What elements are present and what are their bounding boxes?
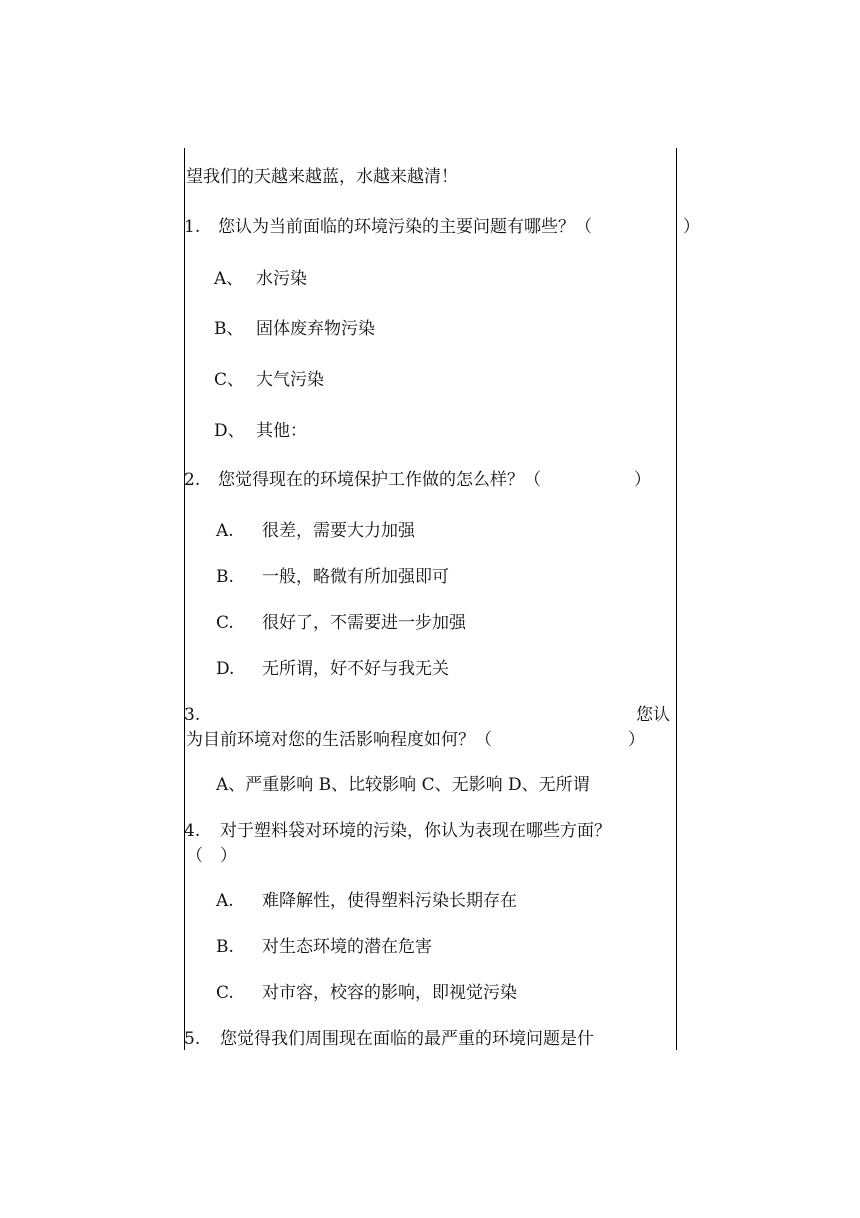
option-label: C.: [216, 983, 234, 1003]
option-text: 难降解性，使得塑料污染长期存在: [262, 891, 517, 911]
option-label: C、: [214, 370, 245, 390]
option-label: C.: [216, 613, 234, 633]
question-2-number: 2.: [184, 470, 201, 490]
option-text: 其他：: [256, 421, 307, 441]
option-text: 一般，略微有所加强即可: [262, 567, 449, 587]
option-label: D.: [216, 659, 235, 679]
option-label: B.: [216, 567, 234, 587]
question-2-text: 您觉得现在的环境保护工作做的怎么样？（: [218, 470, 541, 490]
option-text: 水污染: [256, 269, 307, 289]
intro-text: 望我们的天越来越蓝，水越来越清！: [186, 167, 458, 187]
option-label: B.: [216, 937, 234, 957]
option-label: D、: [214, 421, 245, 441]
table-border-left: [184, 148, 185, 1050]
question-1-number: 1.: [184, 217, 201, 237]
question-3-text-b: 为目前环境对您的生活影响程度如何？（: [186, 730, 492, 750]
question-3-options: A、严重影响 B、比较影响 C、无影响 D、无所谓: [216, 775, 590, 795]
option-label: A、: [214, 269, 244, 289]
option-text: 对生态环境的潜在危害: [262, 937, 432, 957]
option-text: 很差，需要大力加强: [262, 521, 415, 541]
question-3-number: 3.: [184, 705, 201, 725]
option-label: B、: [214, 319, 244, 339]
option-text: 无所谓，好不好与我无关: [262, 659, 449, 679]
option-label: A.: [216, 891, 234, 911]
question-3-paren-close: ）: [628, 730, 645, 750]
question-5-text: 您觉得我们周围现在面临的最严重的环境问题是什: [220, 1029, 594, 1049]
option-label: A.: [216, 521, 234, 541]
question-4-text: 对于塑料袋对环境的污染，你认为表现在哪些方面？: [220, 821, 611, 841]
question-1-paren-close: ）: [683, 217, 700, 237]
question-2-paren-close: ）: [634, 470, 651, 490]
question-1-text: 您认为当前面临的环境污染的主要问题有哪些？（: [218, 217, 592, 237]
question-4-paren: （ ）: [186, 846, 237, 866]
option-text: 很好了，不需要进一步加强: [262, 613, 466, 633]
question-4-number: 4.: [184, 821, 201, 841]
question-3-text-a: 您认: [636, 705, 670, 725]
option-text: 大气污染: [256, 370, 324, 390]
option-text: 固体废弃物污染: [256, 319, 375, 339]
question-5-number: 5.: [184, 1029, 201, 1049]
option-text: 对市容，校容的影响，即视觉污染: [262, 983, 517, 1003]
table-border-right: [676, 148, 677, 1050]
